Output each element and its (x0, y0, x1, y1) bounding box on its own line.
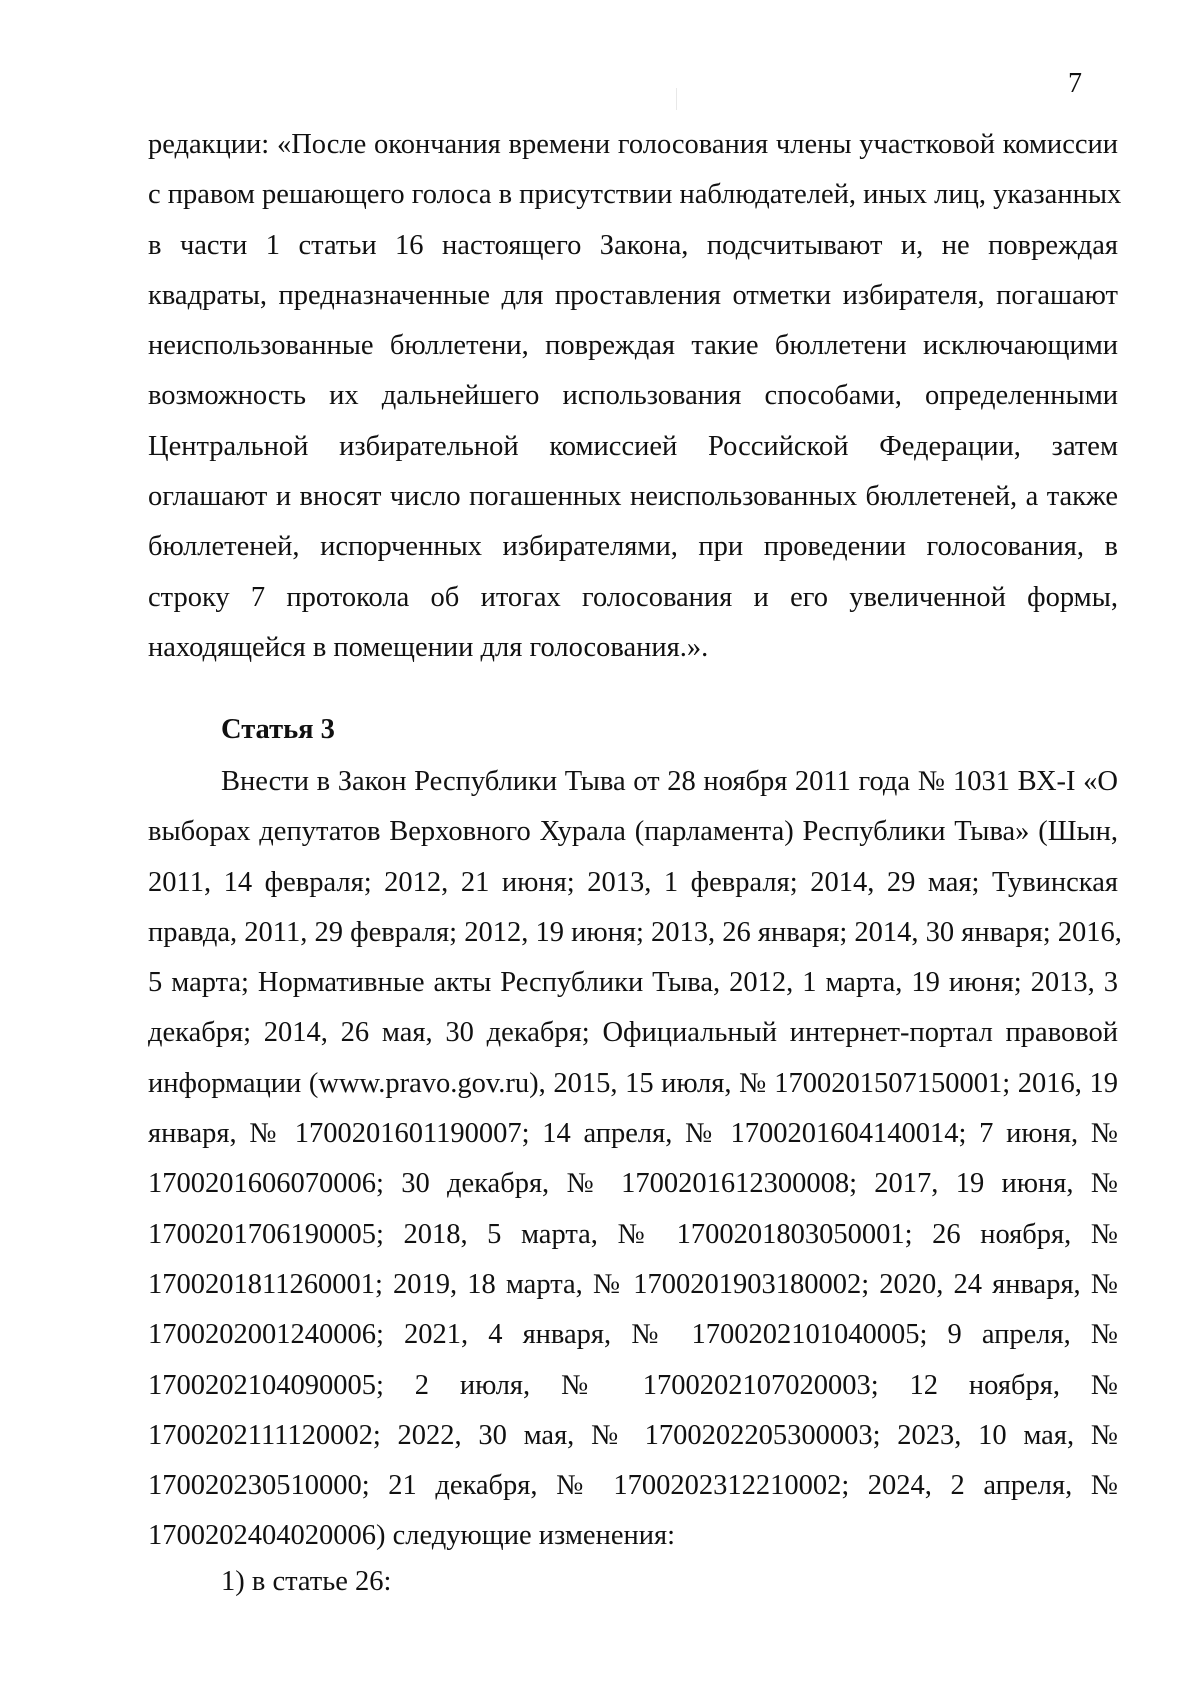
text-line: 1700202111120002; 2022, 30 мая, № 1700202205300003; 2023, 10 мая, № (148, 1419, 1118, 1451)
text-line: редакции: «После окончания времени голосования члены участковой комиссии (148, 129, 1118, 160)
page-number: 7 (1068, 68, 1082, 99)
text-line: 1700201706190005; 2018, 5 марта, № 1700201803050001; 26 ноября, № (148, 1218, 1118, 1250)
text-line: 2011, 14 февраля; 2012, 21 июня; 2013, 1 февраля; 2014, 29 мая; Тувинская (148, 866, 1118, 898)
text-line: находящейся в помещении для голосования.». (148, 631, 709, 663)
text-line: оглашают и вносят число погашенных неиспользованных бюллетеней, а также (148, 481, 1118, 513)
text-line: квадраты, предназначенные для проставления отметки избирателя, погашают (148, 279, 1118, 311)
text-line: 1700202404020006) следующие изменения: (148, 1520, 675, 1552)
text-line: возможность их дальнейшего использования способами, определенными (148, 380, 1118, 412)
text-line: бюллетеней, испорченных избирателями, при проведении голосования, в (148, 531, 1118, 563)
paragraph-continued (148, 120, 1122, 673)
text-line: Внести в Закон Республики Тыва от 28 ноября 2011 года № 1031 ВХ-I «О (221, 766, 1118, 797)
text-line: 5 марта; Нормативные акты Республики Тыва, 2012, 1 марта, 19 июня; 2013, 3 (148, 967, 1118, 999)
text-line: декабря; 2014, 26 мая, 30 декабря; Официальный интернет-портал правовой (148, 1017, 1118, 1049)
article-paragraph (148, 757, 1122, 1562)
scan-artifact (676, 88, 677, 110)
text-line: января, № 1700201601190007; 14 апреля, № 1700201604140014; 7 июня, № (148, 1118, 1118, 1150)
text-line: Центральной избирательной комиссией Российской Федерации, затем (148, 430, 1118, 462)
text-line: 170020230510000; 21 декабря, № 1700202312210002; 2024, 2 апреля, № (148, 1470, 1118, 1502)
text-line: неиспользованные бюллетени, повреждая такие бюллетени исключающими (148, 330, 1118, 362)
text-line: строку 7 протокола об итогах голосования и его увеличенной формы, (148, 581, 1118, 613)
text-line: с правом решающего голоса в присутствии наблюдателей, иных лиц, указанных (148, 179, 1122, 211)
text-line: информации (www.pravo.gov.ru), 2015, 15 июля, № 1700201507150001; 2016, 19 (148, 1067, 1118, 1099)
text-line: 1700201606070006; 30 декабря, № 1700201612300008; 2017, 19 июня, № (148, 1168, 1118, 1200)
text-line: выборах депутатов Верховного Хурала (парламента) Республики Тыва» (Шын, (148, 816, 1118, 848)
list-item-1: 1) в статье 26: (221, 1566, 392, 1597)
article-heading: Статья 3 (221, 714, 335, 745)
text-line: в части 1 статьи 16 настоящего Закона, подсчитывают и, не повреждая (148, 229, 1118, 261)
text-line: 1700201811260001; 2019, 18 марта, № 1700201903180002; 2020, 24 января, № (148, 1268, 1118, 1300)
text-line: 1700202104090005; 2 июля, № 1700202107020003; 12 ноября, № (148, 1369, 1118, 1401)
text-line: 1700202001240006; 2021, 4 января, № 1700202101040005; 9 апреля, № (148, 1319, 1118, 1351)
text-line: правда, 2011, 29 февраля; 2012, 19 июня; 2013, 26 января; 2014, 30 января; 2016, (148, 916, 1122, 948)
